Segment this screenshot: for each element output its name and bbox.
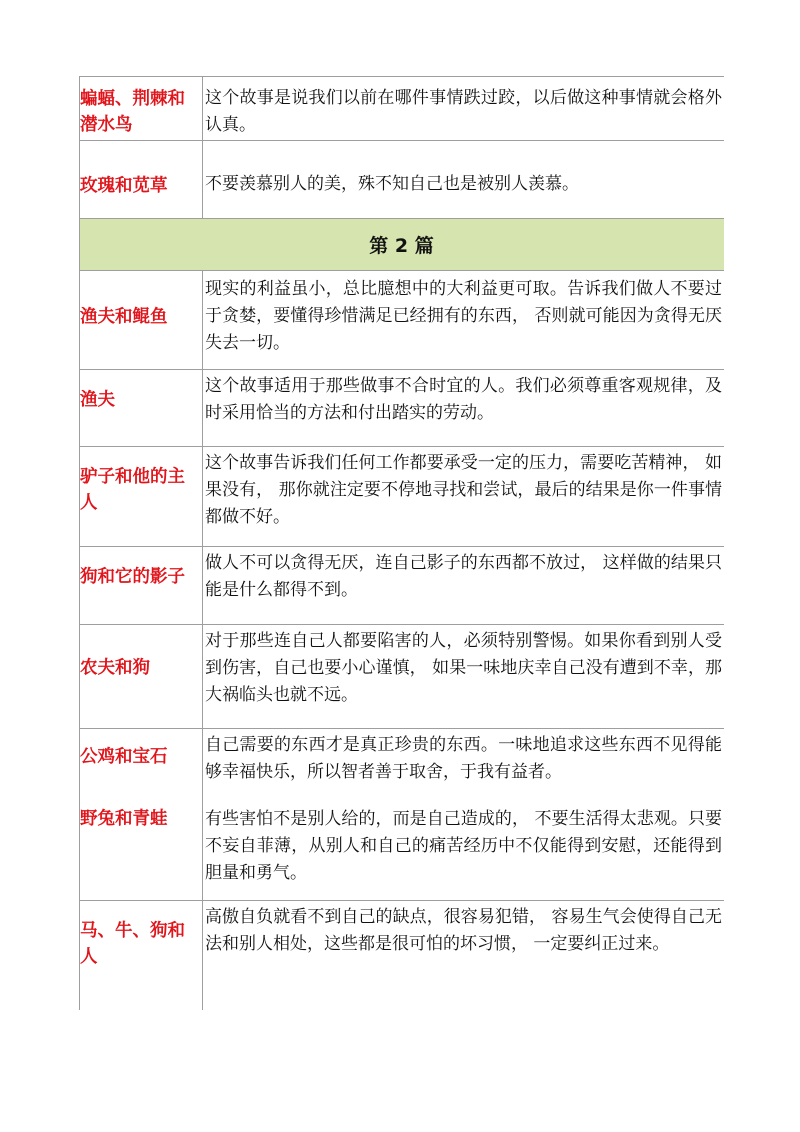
fable-title: 驴子和他的主人 [79, 447, 203, 546]
fable-title: 渔夫和鲲鱼 [79, 271, 203, 369]
section-header [79, 218, 724, 270]
fable-title: 蝙蝠、荆棘和潜水鸟 [79, 77, 203, 140]
table-row [79, 369, 724, 446]
fable-title: 野兔和青蛙 [79, 800, 203, 900]
fable-title: 公鸡和宝石 [79, 729, 203, 800]
table-row [79, 76, 724, 140]
table-row [79, 728, 724, 800]
fable-table [79, 76, 724, 1010]
table-row [79, 446, 724, 546]
table-row [79, 800, 724, 900]
fable-title: 马、牛、狗和人 [79, 901, 203, 1010]
fable-moral: 这个故事是说我们以前在哪件事情跌过跤，以后做这种事情就会格外认真。 [205, 88, 722, 135]
section-title: 第 2 篇 [369, 235, 434, 257]
fable-moral: 现实的利益虽小，总比臆想中的大利益更可取。告诉我们做人不要过于贪婪，要懂得珍惜满足已经拥有的东西， 否则就可能因为贪得无厌失去一切。 [205, 279, 722, 353]
table-row [79, 270, 724, 369]
fable-moral: 高傲自负就看不到自己的缺点，很容易犯错， 容易生气会使得自己无法和别人相处，这些都是很可怕的坏习惯， 一定要纠正过来。 [205, 907, 722, 954]
table-row [79, 546, 724, 624]
table-row [79, 624, 724, 728]
fable-moral: 这个故事告诉我们任何工作都要承受一定的压力，需要吃苦精神， 如果没有， 那你就注定要不停地寻找和尝试，最后的结果是你一件事情都做不好。 [205, 453, 722, 527]
fable-title: 狗和它的影子 [79, 547, 203, 624]
fable-moral: 有些害怕不是别人给的，而是自己造成的， 不要生活得太悲观。只要不妄自菲薄，从别人和自己的痛苦经历中不仅能得到安慰，还能得到胆量和勇气。 [205, 809, 722, 883]
fable-moral: 自己需要的东西才是真正珍贵的东西。一味地追求这些东西不见得能够幸福快乐，所以智者善于取舍，于我有益者。 [205, 735, 722, 782]
fable-moral: 不要羡慕别人的美，殊不知自己也是被别人羡慕。 [205, 174, 579, 194]
fable-moral: 对于那些连自己人都要陷害的人，必须特别警惕。如果你看到别人受到伤害，自己也要小心谨慎， 如果一味地庆幸自己没有遭到不幸，那大祸临头也就不远。 [205, 631, 722, 705]
fable-moral: 做人不可以贪得无厌，连自己影子的东西都不放过， 这样做的结果只能是什么都得不到。 [205, 553, 722, 600]
fable-title: 农夫和狗 [79, 625, 203, 728]
table-row [79, 140, 724, 218]
fable-moral: 这个故事适用于那些做事不合时宜的人。我们必须尊重客观规律，及时采用恰当的方法和付出踏实的劳动。 [205, 376, 722, 423]
fable-title: 玫瑰和苋草 [79, 141, 203, 218]
fable-title: 渔夫 [79, 370, 203, 446]
table-row [79, 900, 724, 1010]
